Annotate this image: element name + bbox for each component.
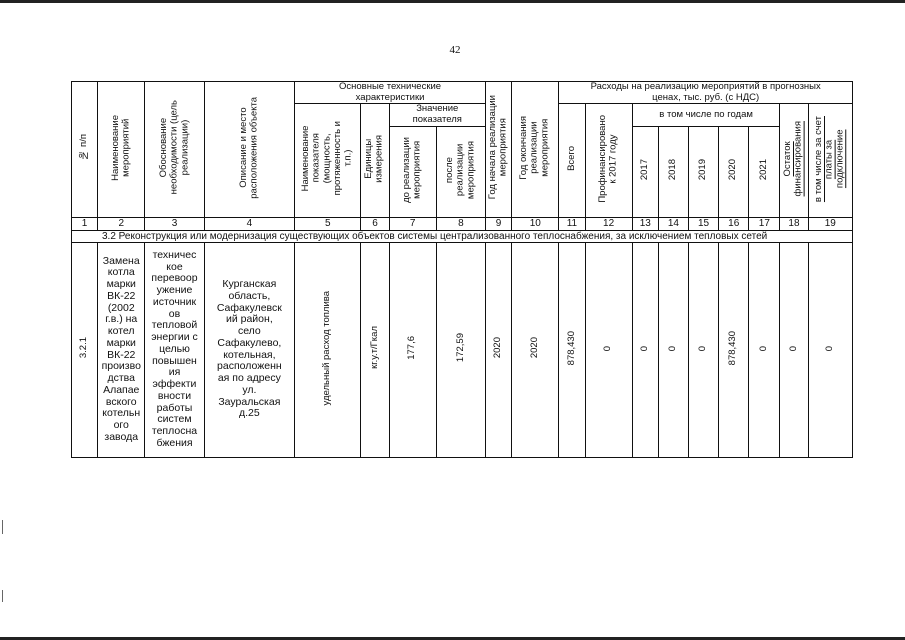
header-row [72,82,853,104]
column-number: 12 [585,217,632,230]
column-number: 2 [98,217,145,230]
cell-description: Курганская область, Сафакулевск ий район, село Сафакулево, котельная, расположенн ая по адресу ул. Зауральская д.25 [204,242,294,457]
section-row [72,230,853,242]
investment-table [71,81,853,458]
header-num: № п/п [72,82,98,218]
cell-unit: кг.у.т/Гкал [361,242,389,457]
column-number: 17 [749,217,780,230]
cell-2019: 0 [689,242,719,457]
cell-year-end: 2020 [512,242,559,457]
cell-2020: 878,430 [719,242,749,457]
cell-remaining: 0 [780,242,808,457]
scan-mark [2,520,3,534]
header-after: после реализации мероприятия [436,126,485,217]
column-number: 15 [689,217,719,230]
cell-financed: 0 [585,242,632,457]
cell-connection-fee: 0 [808,242,852,457]
column-number: 8 [436,217,485,230]
header-indicator: Наименование показателя (мощность, протяженность и т.п.) [295,104,361,217]
column-number: 1 [72,217,98,230]
column-number: 16 [719,217,749,230]
header-remaining: Остаток финансирования [780,104,808,217]
header-financed: Профинансировано к 2017 году [585,104,632,217]
cell-total: 878,430 [559,242,585,457]
column-number: 14 [658,217,688,230]
header-year-2018: 2018 [658,126,688,217]
column-number: 11 [559,217,585,230]
scan-edge-top [0,0,905,3]
header-name: Наименование мероприятий [98,82,145,218]
scan-mark [2,590,3,602]
header-year-end: Год окончания реализации мероприятия [512,82,559,218]
column-number: 6 [361,217,389,230]
column-number: 19 [808,217,852,230]
column-number: 9 [486,217,512,230]
column-number: 4 [204,217,294,230]
header-costs-group: Расходы на реализацию мероприятий в прогнозных ценах, тыс. руб. (с НДС) [559,82,853,104]
header-year-start: Год начала реализации мероприятия [486,82,512,218]
header-total: Всего [559,104,585,217]
header-tech-group: Основные технические характеристики [295,82,486,104]
column-number: 3 [145,217,204,230]
header-year-2021: 2021 [749,126,780,217]
header-by-years: в том числе по годам [632,104,780,126]
header-year-2017: 2017 [632,126,658,217]
header-reason: Обоснование необходимости (цель реализации) [145,82,204,218]
header-year-2019: 2019 [689,126,719,217]
header-unit: Единицы измерения [361,104,389,217]
cell-before: 177,6 [389,242,436,457]
header-year-2020: 2020 [719,126,749,217]
section-title: 3.2 Реконструкция или модернизация существующих объектов системы централизованного теплоснабжения, за исключением тепловых сетей [72,230,853,242]
column-number: 7 [389,217,436,230]
cell-2017: 0 [632,242,658,457]
header-before: до реализации мероприятия [389,126,436,217]
cell-num: 3.2.1 [72,242,98,457]
cell-after: 172,59 [436,242,485,457]
column-number: 5 [295,217,361,230]
column-number-row [72,217,853,230]
column-number: 18 [780,217,808,230]
cell-year-start: 2020 [486,242,512,457]
cell-name: Замена котла марки ВК-22 (2002 г.в.) на котел марки ВК-22 произво дства Алапае вского котельн ого завода [98,242,145,457]
header-value-group: Значение показателя [389,104,485,126]
page-number: 42 [449,44,461,56]
header-description: Описание и место расположения объекта [204,82,294,218]
column-number: 13 [632,217,658,230]
cell-indicator: удельный расход топлива [295,242,361,457]
header-connection-fee: в том числе за счет платы за подключение [808,104,852,217]
table-row [72,242,853,457]
cell-reason: техничес кое перевоор ужение источник ов тепловой энергии с целью повышен ия эффекти вности работы систем теплосна бжения [145,242,204,457]
column-number: 10 [512,217,559,230]
cell-2018: 0 [658,242,688,457]
cell-2021: 0 [749,242,780,457]
